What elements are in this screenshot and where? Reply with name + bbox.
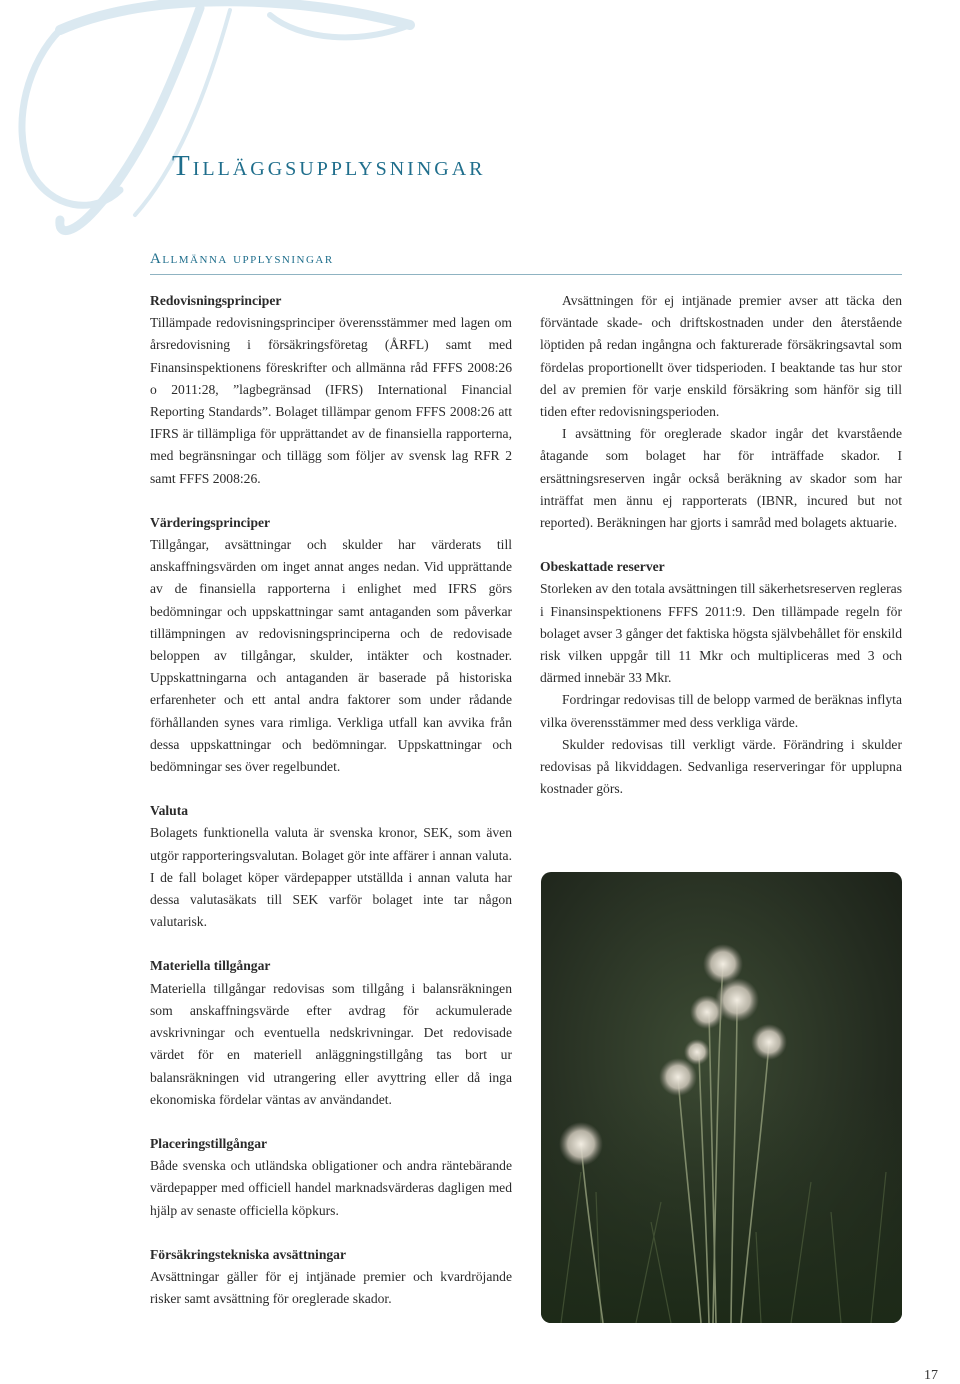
text-materiella-tillgangar: Materiella tillgångar redovisas som tillgång i balansräkningen som anskaffningsvärde efter avdrag för ackumulerade avskrivningar och eventuella nedskrivningar. Det redovisade värdet för en materiell anläggningstillgång tas bort ur balansräkningen vid utrangering eller avyttring eller då inga ekonomiska fördelar väntas av användandet. [150, 980, 512, 1107]
text-redovisningsprinciper: Tillämpade redovisningsprinciper överensstämmer med lagen om årsredovisning i försäkringsföretag (ÅRFL) samt med Finansinspektionens föreskrifter och allmänna råd FFFS 2008:26 o 2011:28, ”lagbegränsad (IFRS) International Financial Reporting Standards”. Bolaget tillämpar genom FFFS 2008:26 att IFRS är tillämpliga för upprättandet av de finansiella rapporterna, med begränsningar och tillägg som följer av svensk lag RFR 2 samt FFFS 2008:26. [150, 315, 512, 486]
decorative-letter-t [0, 0, 420, 260]
text-ej-intjanade-premier: Avsättningen för ej intjänade premier avser att täcka den förväntade skade- och driftskostnaden under den återstående löptiden på redan ingångna och fakturerade försäkringsavtal som fördelas proportionellt över tidsperioden. I beaktande tas hur stor del av premien för varje enskild försäkring som hänför sig till tiden efter redovisningsperioden. [540, 293, 902, 420]
text-sakerhetsreserven: Storleken av den totala avsättningen till säkerhetsreserven regleras i Finansinspektionens FFFS 2011:9. Den tillämpade regeln för bolaget avser 3 gånger det faktiska högsta självbehållet för enskild risk vilken uppgår till 11 Mkr och multipliceras med 3 och därmed innebär 33 Mkr. [540, 581, 903, 686]
text-valuta: Bolagets funktionella valuta är svenska kronor, SEK, som även utgör rapporteringsvalutan. Bolaget gör inte affärer i annan valuta. I de fall bolaget köper värdepapper utställda i annan valuta har dessa valutasäkats till SEK varför bolaget inte tar någon valutarisk. [150, 825, 512, 930]
section-divider [150, 274, 902, 275]
text-skulder: Skulder redovisas till verkligt värde. Förändring i skulder redovisas på likviddagen. Sedvanliga reserveringar för upplupna kostnader görs. [540, 736, 902, 797]
text-varderingsprinciper: Tillgångar, avsättningar och skulder har värderats till anskaffningsvärden om inget annat anges nedan. Vid upprättande av de finansiella rapporterna i enlighet med IFRS görs bedömningar och uppskattningar samt antaganden som påverkar tillämpningen av redovisningsprinciperna och de redovisade beloppen av tillgångar, skulder, intäkter och kostnader. Uppskattningarna och antaganden är baserade på historiska erfarenheter och ett antal andra faktorer som under rådande förhållanden synes vara rimliga. Verkliga utfall kan avvika från dessa uppskattningar och bedömningar. Uppskattningar och bedömningar ses över regelbundet. [150, 537, 512, 775]
heading-materiella-tillgangar: Materiella tillgångar [150, 958, 271, 974]
text-oreglerade-skador: I avsättning för oreglerade skador ingår det kvarstående åtagande som bolaget har för inträffade skador. I ersättningsreserven ingår också beräkning av skador som har inträffat men ännu ej rapporterats (IBNR, incured but not reported). Beräkningen har gjorts i samråd med bolagets aktuarie. [540, 426, 902, 531]
text-fordringar: Fordringar redovisas till de belopp varmed de beräknas inflyta vilka överensstämmer med dess verkliga värde. [540, 692, 902, 730]
heading-forsakringstekniska-avsattningar: Försäkringstekniska avsättningar [150, 1246, 347, 1262]
heading-varderingsprinciper: Värderingsprinciper [150, 514, 271, 530]
heading-redovisningsprinciper: Redovisningsprinciper [150, 293, 282, 308]
section-placeringstillgangar [150, 1133, 512, 1222]
section-redovisningsprinciper [150, 290, 512, 490]
page-number: 17 [924, 1368, 938, 1383]
pasque-flower-photo [541, 872, 902, 1323]
text-forsakringstekniska-avsattningar: Avsättningar gäller för ej intjänade premier och kvardröjande risker samt avsättning för oreglerade skador. [150, 1268, 512, 1307]
page-title: Tilläggsupplysningar [172, 150, 486, 182]
text-placeringstillgangar: Både svenska och utländska obligationer och andra räntebärande värdepapper med officiell handel marknadsvärderas dagligen med hjälp av senaste officiella köpkurs. [150, 1158, 512, 1218]
section-title: Allmänna upplysningar [150, 251, 334, 267]
section-forsakringstekniska-avsattningar [150, 1244, 512, 1311]
left-column [150, 290, 512, 1332]
heading-obeskattade-reserver: Obeskattade reserver [540, 559, 665, 575]
heading-valuta: Valuta [150, 803, 189, 819]
section-valuta [150, 800, 512, 933]
heading-placeringstillgangar: Placeringstillgångar [150, 1135, 268, 1151]
right-column [540, 290, 902, 800]
section-materiella-tillgangar [150, 955, 512, 1110]
section-varderingsprinciper [150, 512, 512, 778]
